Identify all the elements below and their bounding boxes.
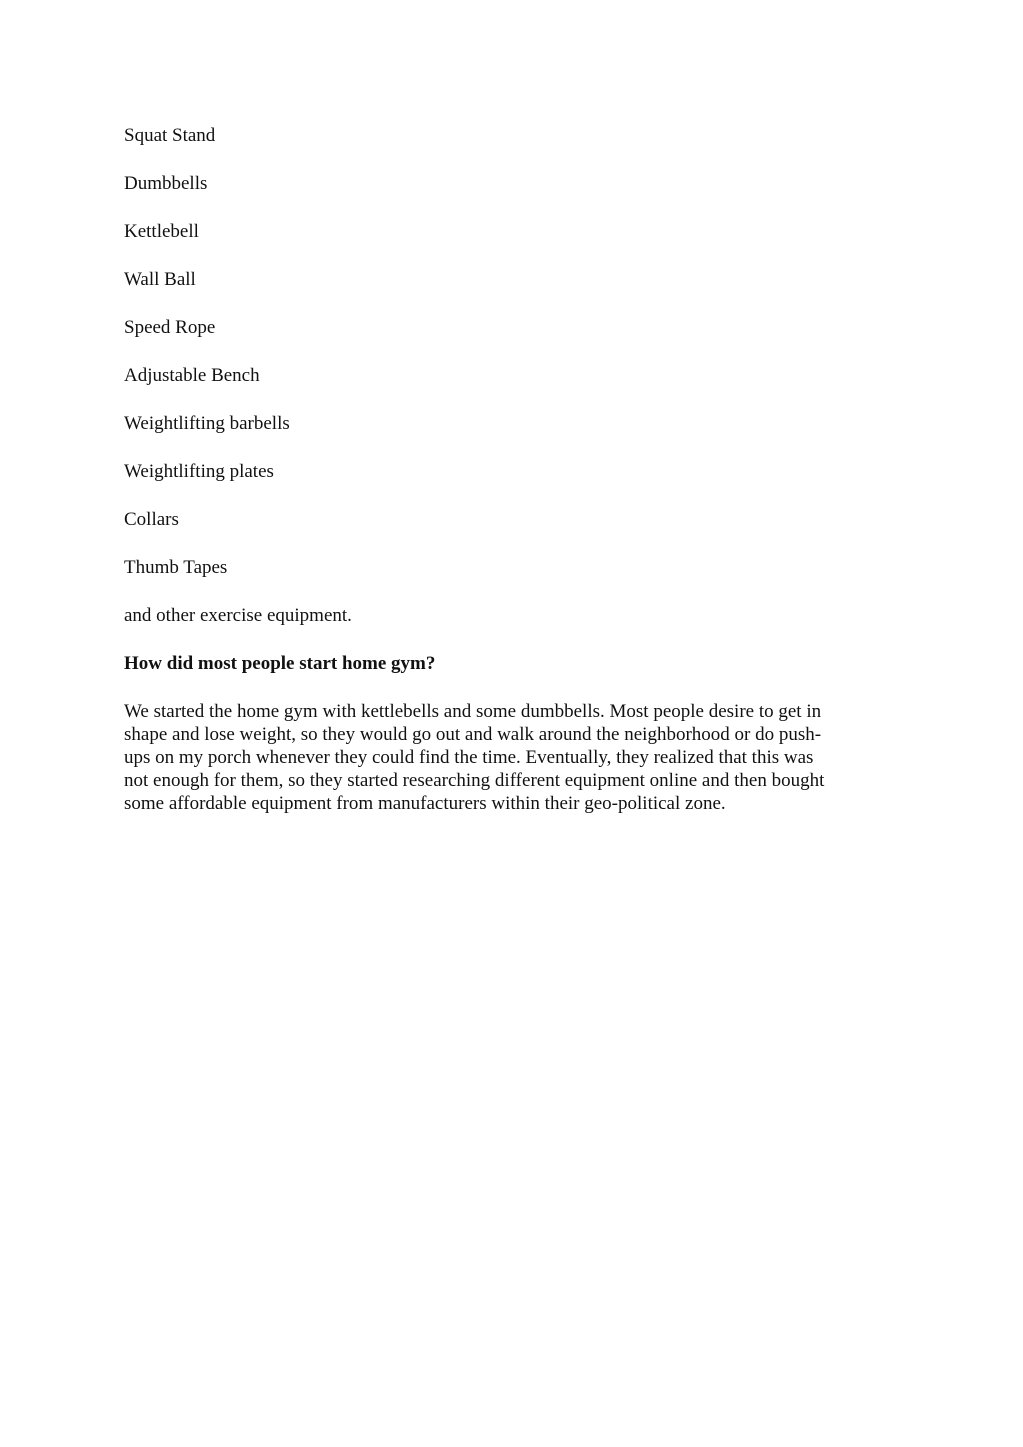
- paragraph-line: We started the home gym with kettlebells and some dumbbells. Most people desire to get in: [124, 701, 822, 722]
- list-item: Thumb Tapes: [124, 557, 228, 578]
- paragraph-line: ups on my porch whenever they could find the time. Eventually, they realized that this was: [124, 747, 814, 768]
- paragraph-line: shape and lose weight, so they would go out and walk around the neighborhood or do push-: [124, 724, 822, 745]
- list-item: Weightlifting plates: [124, 461, 274, 482]
- list-item: Dumbbells: [124, 173, 208, 194]
- list-item: Collars: [124, 509, 179, 530]
- body-paragraph: [124, 700, 894, 815]
- paragraph-line: some affordable equipment from manufacturers within their geo-political zone.: [124, 793, 726, 814]
- list-item: Squat Stand: [124, 125, 216, 146]
- equipment-list: [124, 124, 894, 579]
- paragraph-line: not enough for them, so they started researching different equipment online and then bought: [124, 770, 825, 791]
- list-item: Speed Rope: [124, 317, 216, 338]
- closing-line: and other exercise equipment.: [124, 605, 352, 626]
- list-item: Kettlebell: [124, 221, 199, 242]
- list-item: Weightlifting barbells: [124, 413, 290, 434]
- section-heading: How did most people start home gym?: [124, 653, 436, 674]
- list-item: Adjustable Bench: [124, 365, 260, 386]
- document-body: [124, 124, 894, 815]
- list-item: Wall Ball: [124, 269, 196, 290]
